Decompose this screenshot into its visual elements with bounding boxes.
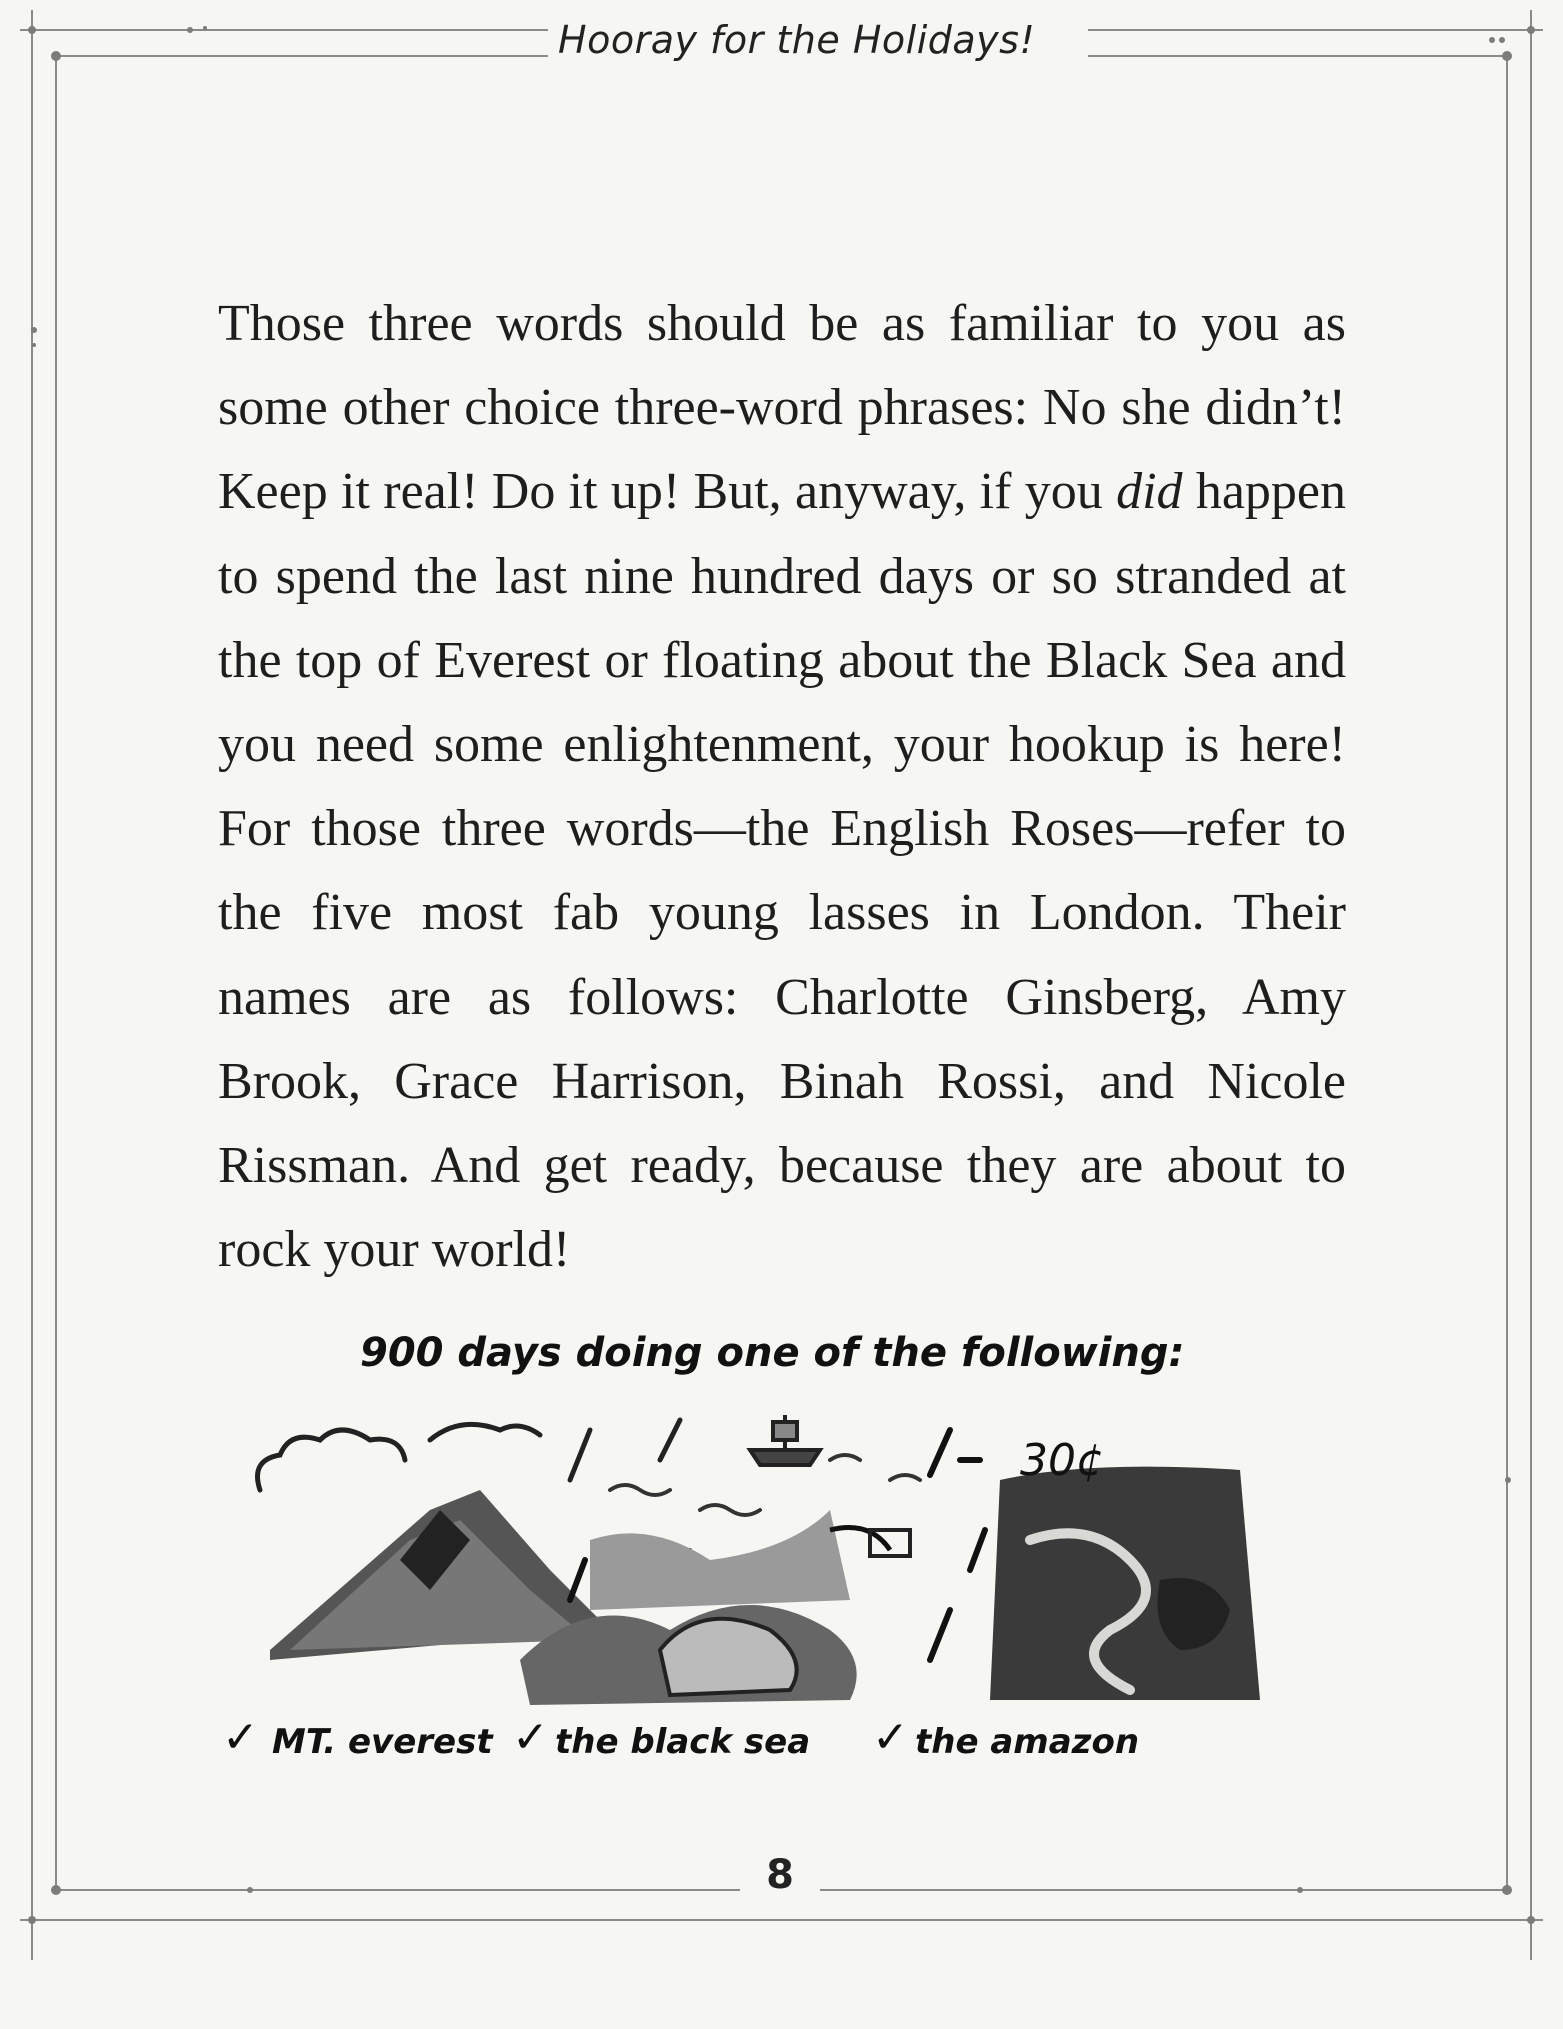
check-mark-icon: ✓ bbox=[512, 1712, 549, 1763]
body-paragraph bbox=[218, 282, 1346, 1292]
body-text-part: happen to spend the last nine hundred days or so stranded at the top of Everest or floating about the Black Sea and you need some enlightenment, your hookup is here! For those three words—the English Roses—refer to the five most fab young lasses in London. Their names are as follows: Charlotte Ginsberg, Amy Brook, Grace Harrison, Binah Rossi, and Nicole Rissman. And get ready, because they are about to rock your world! bbox=[218, 463, 1346, 1279]
check-mark-icon: ✓ bbox=[872, 1712, 909, 1763]
body-text bbox=[218, 282, 1346, 1292]
body-text-part: Those three words should be as familiar to you as some other choice three-word phrases: No she didn’t! Keep it real! Do it up! But, anyway, if you bbox=[218, 295, 1346, 521]
label-black-sea: the black sea bbox=[555, 1722, 811, 1762]
page-number: 8 bbox=[740, 1852, 820, 1898]
emphasis-word: did bbox=[1116, 463, 1183, 521]
running-head: Hooray for the Holidays! bbox=[548, 18, 1088, 62]
label-amazon: the amazon bbox=[915, 1722, 1140, 1762]
label-everest: MT. everest bbox=[272, 1722, 493, 1762]
check-mark-icon: ✓ bbox=[222, 1712, 259, 1763]
price-note: 30¢ bbox=[1020, 1435, 1104, 1486]
ink-sketch-illustration bbox=[230, 1400, 1290, 1720]
illustration-caption: 900 days doing one of the following: bbox=[360, 1330, 1185, 1376]
